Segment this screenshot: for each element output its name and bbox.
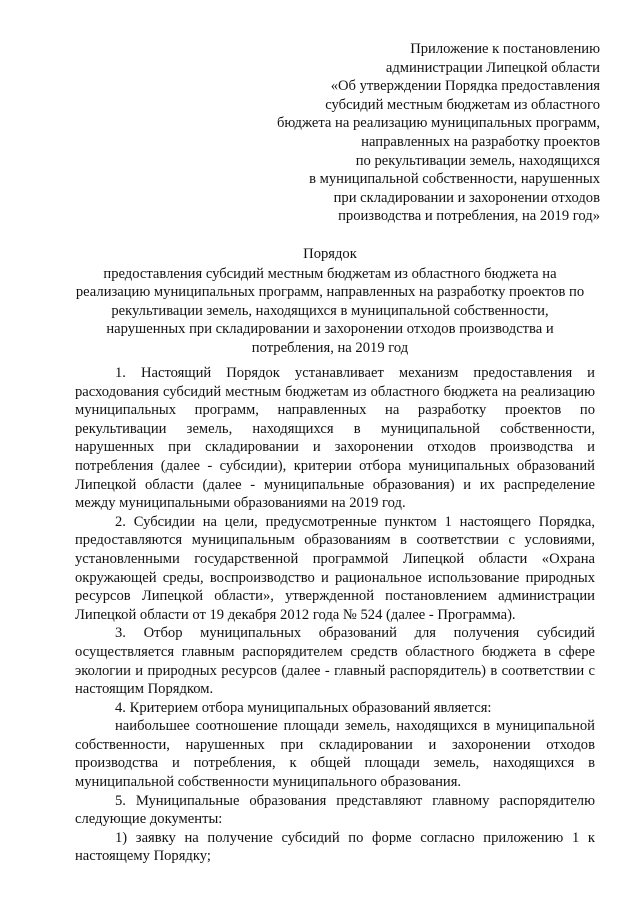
- appendix-line: направленных на разработку проектов: [361, 133, 600, 150]
- appendix-line: администрации Липецкой области: [385, 59, 600, 76]
- appendix-line: производства и потребления, на 2019 год»: [338, 208, 600, 225]
- document-subtitle: предоставления субсидий местным бюджетам из областного бюджета на реализацию муниципальных программ, направленных на разработку проектов по рекультивации земель, находящихся в муниципальной собственности, нарушенных при складировании и захоронении отходов производства и потребления, на 2019 год: [75, 265, 585, 356]
- paragraph-1: 1. Настоящий Порядок устанавливает механизм предоставления и расходования субсидий местным бюджетам из областного бюджета на реализацию муниципальных программ, направленных на разработку проектов по рекультивации земель, находящихся в муниципальной собственности, нарушенных при складировании и захоронении отходов производства и потребления (далее - субсидии), критерии отбора муниципальных образований Липецкой области (далее - муниципальные образования) и их распределение между муниципальными образованиями на 2019 год.: [75, 365, 595, 512]
- document-heading: Порядок: [303, 246, 357, 262]
- appendix-line: по рекультивации земель, находящихся: [355, 152, 600, 169]
- paragraph-4: 4. Критерием отбора муниципальных образований является:: [115, 699, 492, 716]
- document-body: [75, 364, 595, 866]
- paragraph-4-criterion: наибольшее соотношение площади земель, находящихся в муниципальной собственности, нарушенных при складировании и захоронении отходов производства и потребления, к общей площади земель, находящихся в муниципальной собственности муниципального образования.: [75, 718, 595, 791]
- document-title-block: [70, 245, 590, 358]
- appendix-line: бюджета на реализацию муниципальных программ,: [276, 115, 600, 132]
- paragraph-5-item-1: 1) заявку на получение субсидий по форме согласно приложению 1 к настоящему Порядку;: [75, 829, 595, 865]
- appendix-line: субсидий местным бюджетам из областного: [325, 96, 600, 113]
- appendix-line: при складировании и захоронении отходов: [333, 189, 600, 206]
- paragraph-5: 5. Муниципальные образования представляют главному распорядителю следующие документы:: [75, 792, 595, 828]
- appendix-line: Приложение к постановлению: [410, 41, 600, 57]
- paragraph-2: 2. Субсидии на цели, предусмотренные пунктом 1 настоящего Порядка, предоставляются муниципальным образованиям в соответствии с условиями, установленными государственной программой Липецкой области «Охрана окружающей среды, воспроизводство и рациональное использование природных ресурсов Липецкой области», утвержденной постановлением администрации Липецкой области от 19 декабря 2012 года № 524 (далее - Программа).: [75, 513, 595, 623]
- appendix-line: в муниципальной собственности, нарушенных: [309, 171, 600, 188]
- appendix-header: [240, 40, 600, 226]
- paragraph-3: 3. Отбор муниципальных образований для получения субсидий осуществляется главным распорядителем средств областного бюджета в сфере экологии и природных ресурсов (далее - главный распорядитель) в соответствии с настоящим Порядком.: [75, 625, 595, 698]
- appendix-line: «Об утверждении Порядка предоставления: [330, 78, 600, 95]
